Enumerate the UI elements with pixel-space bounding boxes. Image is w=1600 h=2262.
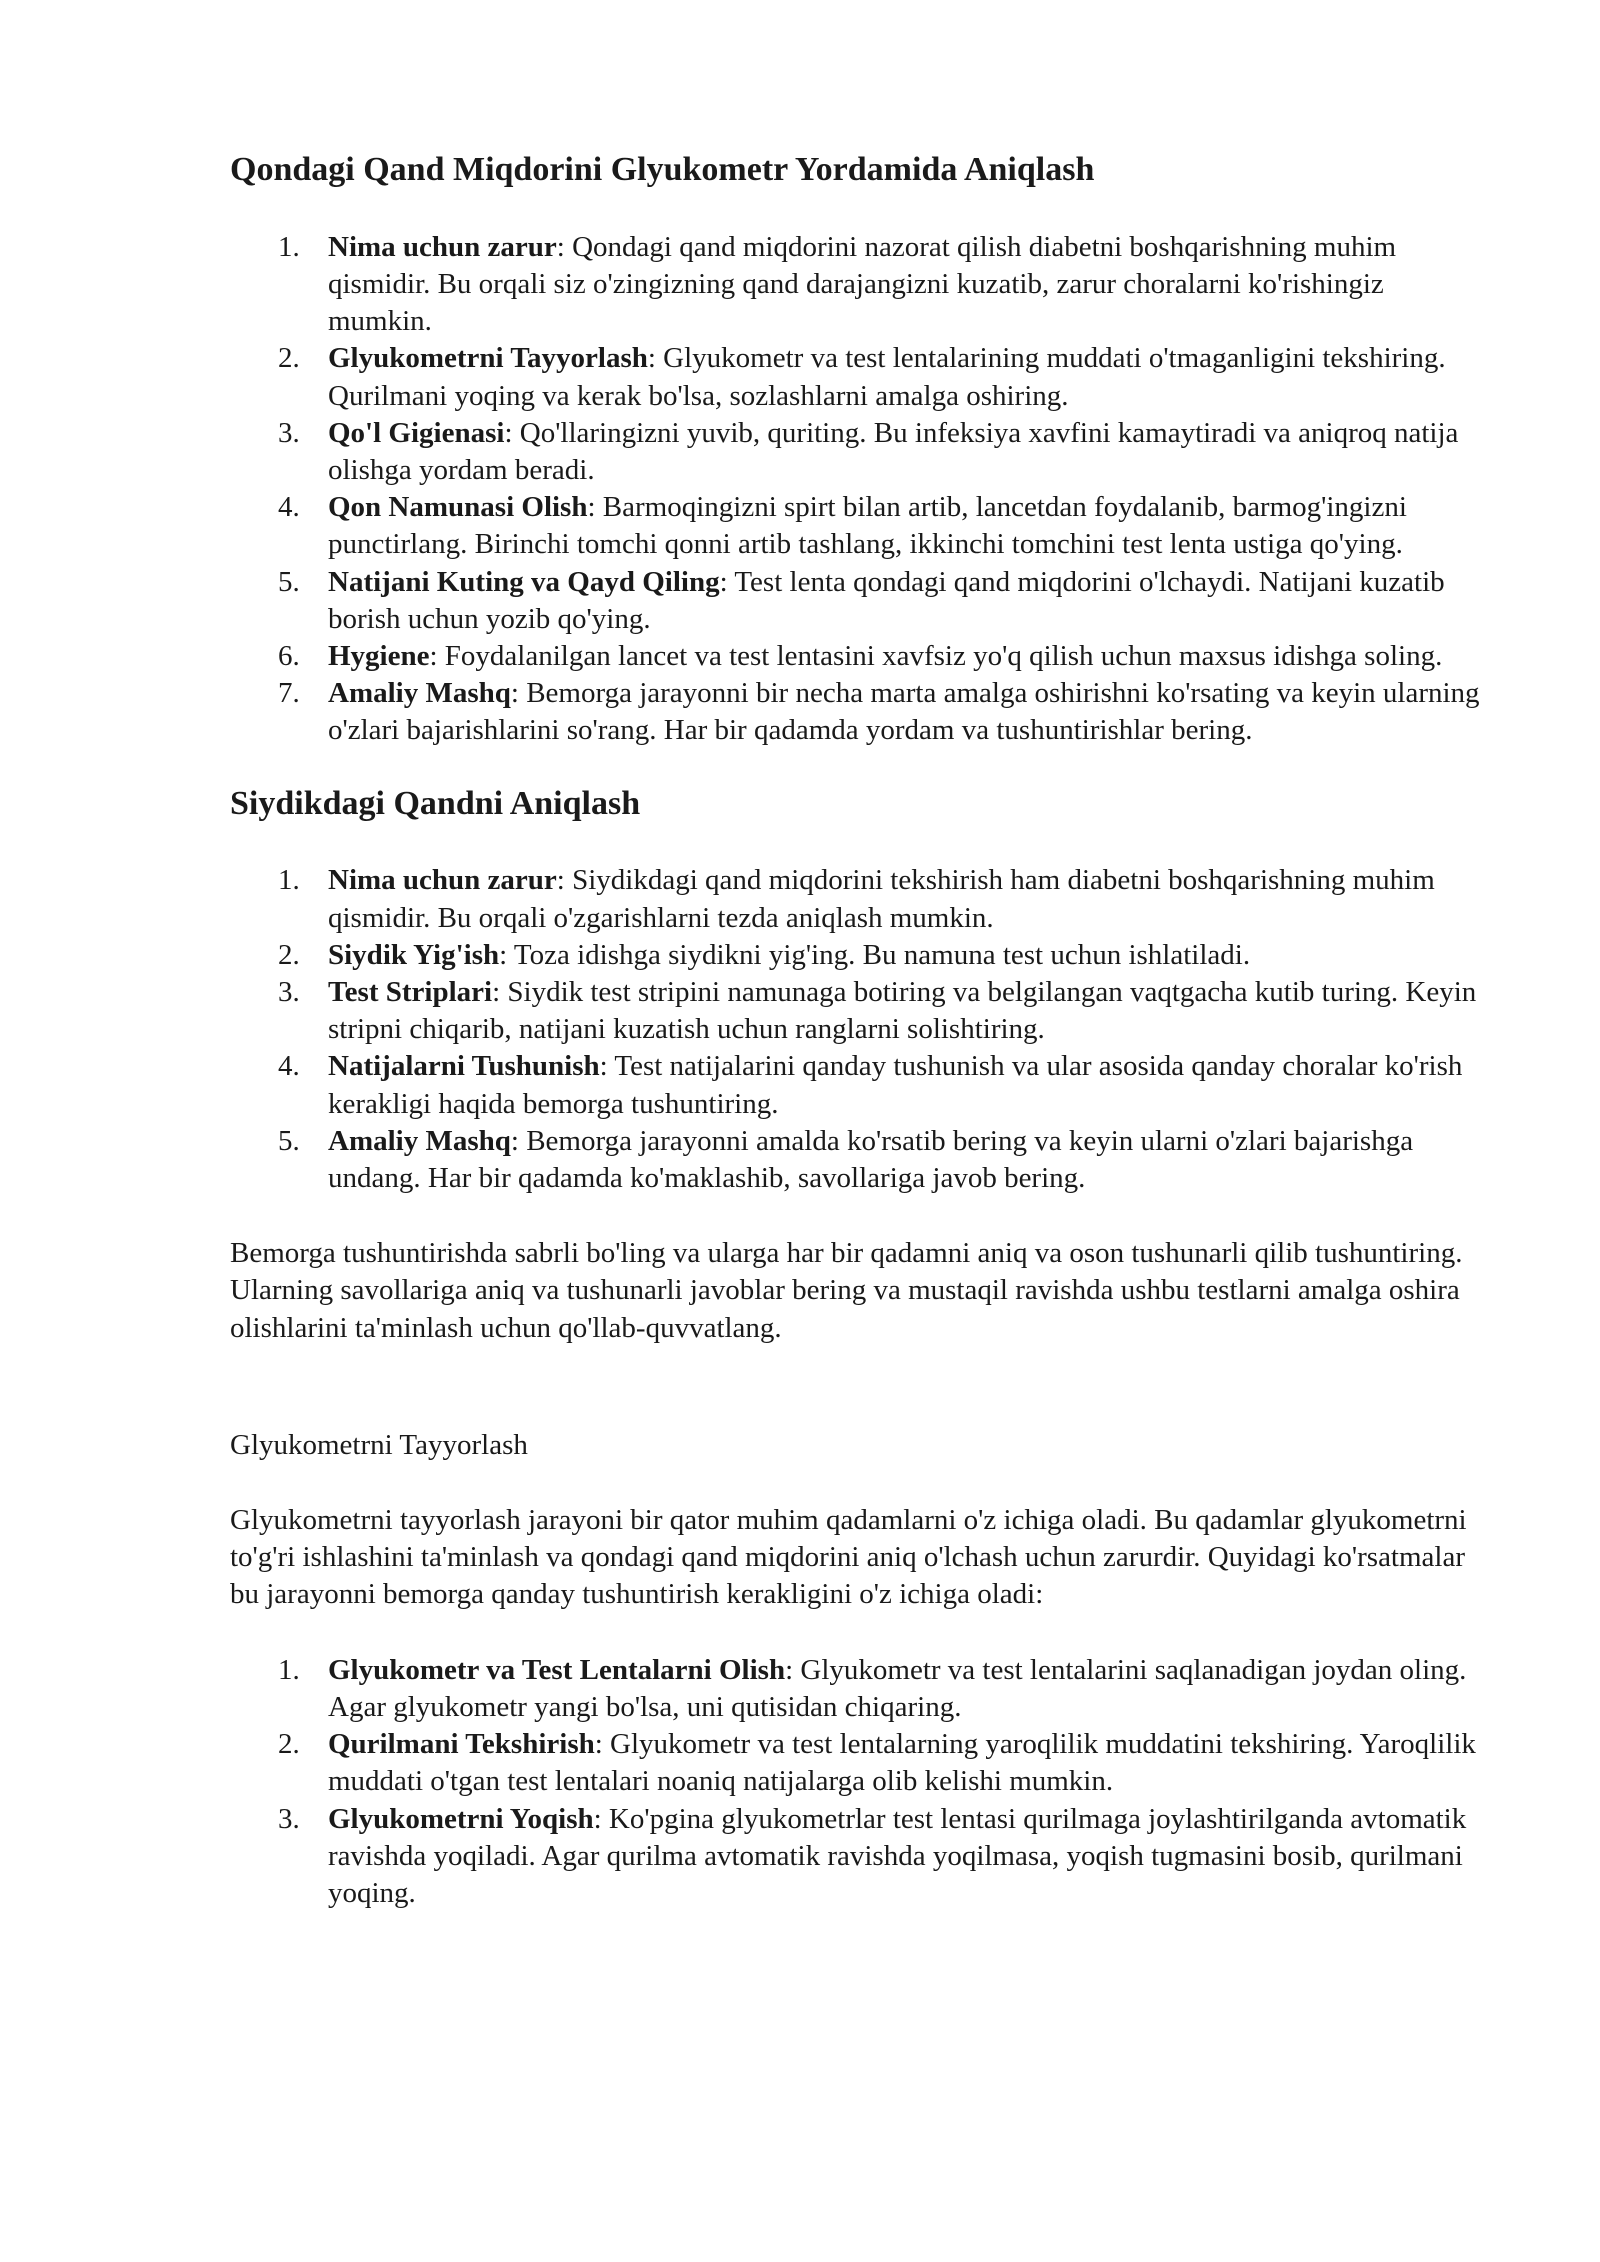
item-label: Qo'l Gigienasi [328,416,505,449]
item-text: : Glyukometr va test lentalarning yaroqlilik muddatini tekshiring. Yaroqlilik muddati o'tgan test lentalari noaniq natijalarga olib kelishi mumkin. [328,1728,1476,1798]
item-number: 4. [278,491,300,524]
list-item [230,1652,1490,1726]
item-number: 2. [278,342,300,375]
item-label: Qurilmani Tekshirish [328,1728,595,1761]
item-text: : Test natijalarini qanday tushunish va ular asosida qanday choralar ko'rish kerakligi haqida bemorga tushuntiring. [328,1050,1463,1120]
list-item [230,638,1490,675]
item-label: Glyukometrni Tayyorlash [328,342,648,375]
item-label: Glyukometrni Yoqish [328,1802,594,1835]
item-text: : Test lenta qondagi qand miqdorini o'lchaydi. Natijani kuzatib borish uchun yozib qo'ying. [328,565,1445,635]
item-text: : Barmoqingizni spirt bilan artib, lancetdan foydalanib, barmog'ingizni punctirlang. Birinchi tomchi qonni artib tashlang, ikkinchi tomchini test lenta ustiga qo'ying. [328,491,1407,561]
item-number: 1. [278,864,300,897]
item-number: 3. [278,976,300,1009]
item-label: Nima uchun zarur [328,864,557,897]
list-item [230,675,1490,749]
item-label: Amaliy Mashq [328,1124,511,1157]
item-text: : Glyukometr va test lentalarining muddati o'tmaganligini tekshiring. Qurilmani yoqing va kerak bo'lsa, sozlashlarni amalga oshiring. [328,342,1446,412]
blood-glucose-steps [230,229,1490,750]
section-title-urine-glucose: Siydikdagi Qandni Aniqlash [230,784,641,822]
item-label: Siydik Yig'ish [328,938,500,971]
item-text: : Ko'pgina glyukometrlar test lentasi qurilmaga joylashtirilganda avtomatik ravishda yoqiladi. Agar qurilma avtomatik ravishda yoqilmasa, yoqish tugmasini bosib, qurilmani yoqing. [328,1802,1467,1909]
item-label: Natijalarni Tushunish [328,1050,600,1083]
list-item [230,489,1490,563]
list-item [230,1048,1490,1122]
item-label: Test Striplari [328,976,493,1009]
subheading-glucometer-prep: Glyukometrni Tayyorlash [230,1428,528,1461]
urine-glucose-steps [230,862,1490,1197]
list-item [230,1801,1490,1913]
item-number: 5. [278,565,300,598]
item-number: 3. [278,1802,300,1835]
item-number: 6. [278,640,300,673]
intro-paragraph: Glyukometrni tayyorlash jarayoni bir qator muhim qadamlarni o'z ichiga oladi. Bu qadamlar glyukometrni to'g'ri ishlashini ta'minlash va qondagi qand miqdorini aniq o'lchash uchun zarurdir. Quyidagi ko'rsatmalar bu jarayonni bemorga qanday tushuntirish kerakligini o'z ichiga oladi: [230,1504,1467,1611]
item-label: Glyukometr va Test Lentalarni Olish [328,1653,786,1686]
item-number: 1. [278,230,300,263]
item-number: 3. [278,416,300,449]
item-label: Nima uchun zarur [328,230,557,263]
item-number: 7. [278,677,300,710]
item-label: Qon Namunasi Olish [328,491,588,524]
item-text: : Bemorga jarayonni amalda ko'rsatib bering va keyin ularni o'zlari bajarishga undang. Har bir qadamda ko'maklashib, savollariga javob bering. [328,1124,1414,1195]
list-item [230,229,1490,341]
item-number: 1. [278,1653,300,1686]
item-text: : Siydik test stripini namunaga botiring va belgilangan vaqtgacha kutib turing. Keyin stripni chiqarib, natijani kuzatish uchun ranglarni solishtiring. [328,976,1477,1046]
item-number: 2. [278,1728,300,1761]
list-item [230,974,1490,1048]
section-title-blood-glucose: Qondagi Qand Miqdorini Glyukometr Yordamida Aniqlash [230,151,1095,188]
list-item [230,415,1490,489]
item-text: : Glyukometr va test lentalarini saqlanadigan joydan oling. Agar glyukometr yangi bo'lsa, uni qutisidan chiqaring. [328,1653,1467,1723]
item-text: : Toza idishga siydikni yig'ing. Bu namuna test uchun ishlatiladi. [499,938,1251,971]
item-text: : Qondagi qand miqdorini nazorat qilish diabetni boshqarishning muhim qismidir. Bu orqali siz o'zingizning qand darajangizni kuzatib, zarur choralarni ko'rishingiz mumkin. [328,230,1397,338]
item-number: 5. [278,1124,300,1157]
list-item [230,862,1490,936]
list-item [230,1726,1490,1800]
item-label: Hygiene [328,640,430,673]
glucometer-prep-steps [230,1652,1490,1912]
closing-paragraph: Bemorga tushuntirishda sabrli bo'ling va ularga har bir qadamni aniq va oson tushunarli qilib tushuntiring. Ularning savollariga aniq va tushunarli javoblar bering va mustaqil ravishda ushbu testlarni amalga oshira olishlarini ta'minlash uchun qo'llab-quvvatlang. [230,1237,1463,1344]
list-item [230,1123,1490,1197]
list-item [230,937,1490,974]
item-text: : Qo'llaringizni yuvib, quriting. Bu infeksiya xavfini kamaytiradi va aniqroq natija olishga yordam beradi. [328,416,1459,487]
list-item [230,340,1490,414]
item-text: : Bemorga jarayonni bir necha marta amalga oshirishni ko'rsating va keyin ularning o'zlari bajarishlarini so'rang. Har bir qadamda yordam va tushuntirishlar bering. [328,677,1480,747]
document-page [230,150,1490,1912]
item-label: Natijani Kuting va Qayd Qiling [328,565,720,598]
item-text: : Siydikdagi qand miqdorini tekshirish ham diabetni boshqarishning muhim qismidir. Bu orqali o'zgarishlarni tezda aniqlash mumkin. [328,864,1435,934]
item-number: 4. [278,1050,300,1083]
item-text: : Foydalanilgan lancet va test lentasini xavfsiz yo'q qilish uchun maxsus idishga soling. [429,640,1443,673]
item-label: Amaliy Mashq [328,677,511,710]
list-item [230,564,1490,638]
item-number: 2. [278,938,300,971]
